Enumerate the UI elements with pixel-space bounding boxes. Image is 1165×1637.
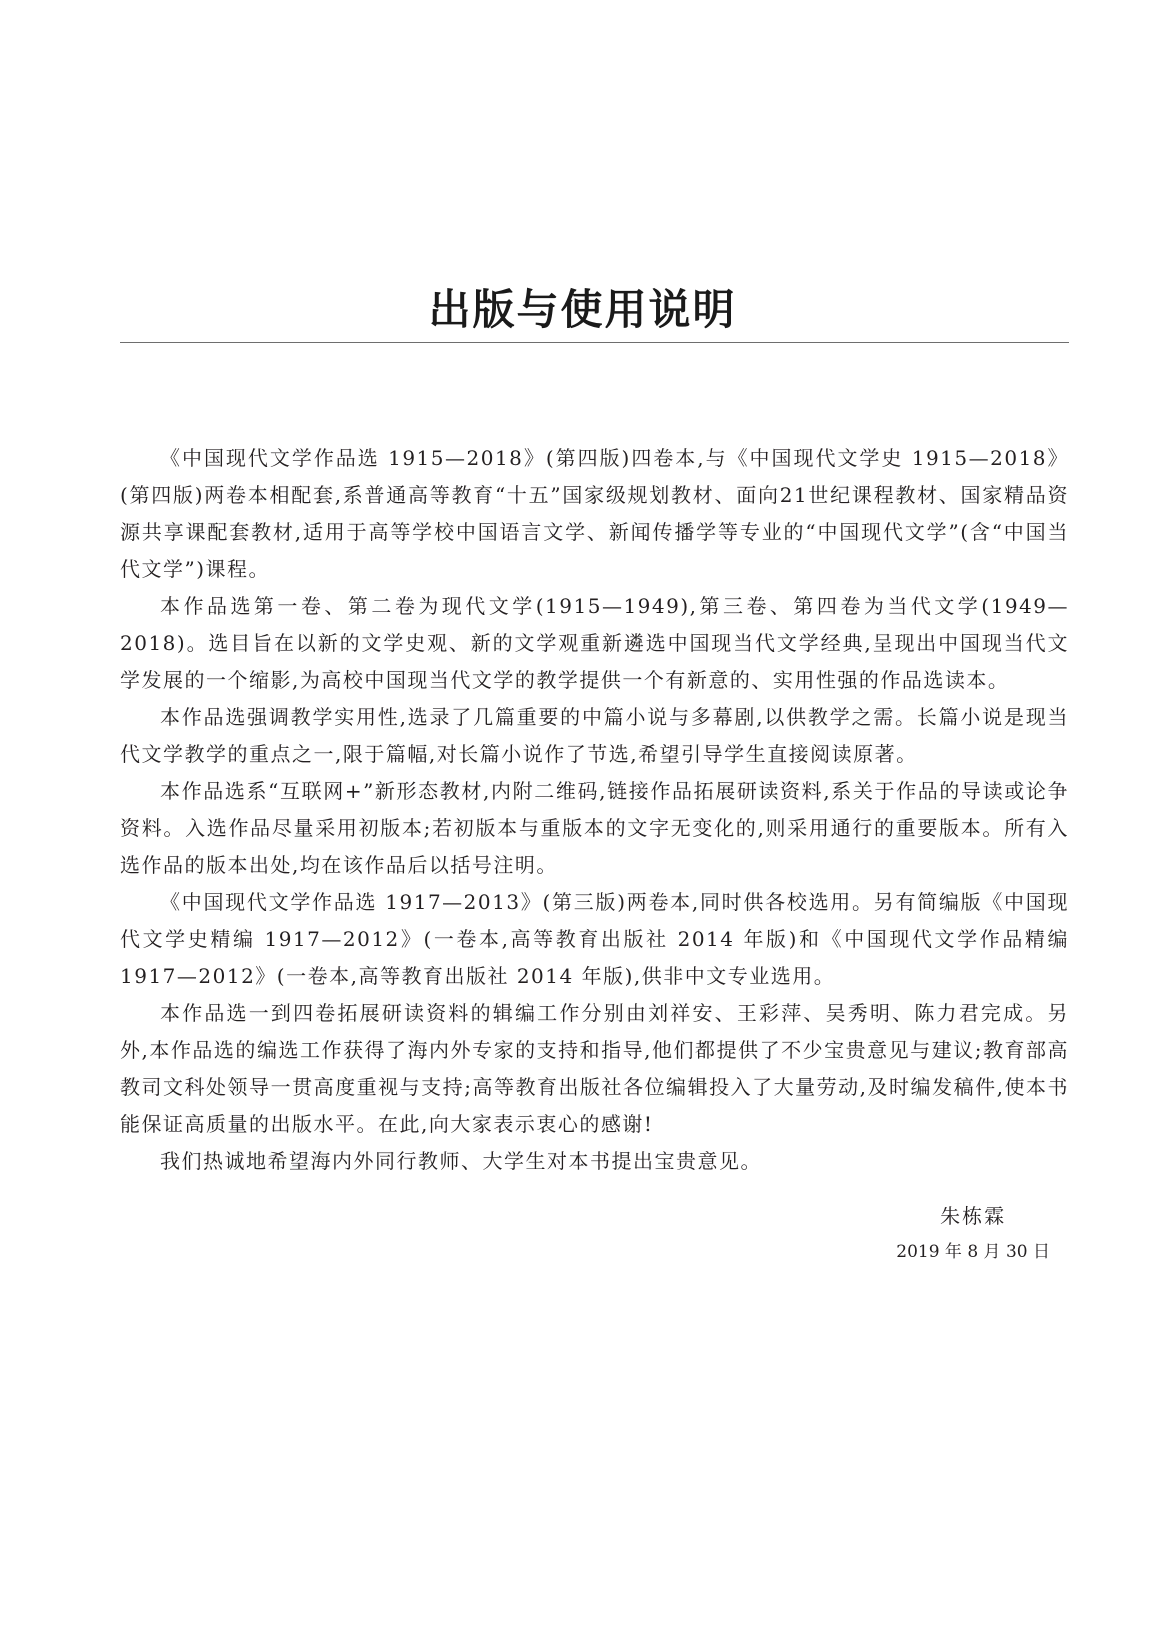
paragraph-6: 本作品选一到四卷拓展研读资料的辑编工作分别由刘祥安、王彩萍、吴秀明、陈力君完成。另外,本作品选的编选工作获得了海内外专家的支持和指导,他们都提供了不少宝贵意见与建议;教育部高教司文科处领导一贯高度重视与支持;高等教育出版社各位编辑投入了大量劳动,及时编发稿件,使本书能保证高质量的出版水平。在此,向大家表示衷心的感谢!: [120, 1001, 1069, 1136]
paragraph-1: 《中国现代文学作品选 1915—2018》(第四版)四卷本,与《中国现代文学史 1915—2018》(第四版)两卷本相配套,系普通高等教育“十五”国家级规划教材、面向21世纪课程教材、国家精品资源共享课配套教材,适用于高等学校中国语言文学、新闻传播学等专业的“中国现代文学”(含“中国当代文学”)课程。: [120, 446, 1069, 581]
paragraph-3: 本作品选强调教学实用性,选录了几篇重要的中篇小说与多幕剧,以供教学之需。长篇小说是现当代文学教学的重点之一,限于篇幅,对长篇小说作了节选,希望引导学生直接阅读原著。: [120, 705, 1069, 766]
page-title: 出版与使用说明: [428, 285, 737, 334]
signature-date: 2019 年 8 月 30 日: [896, 1242, 1050, 1262]
body-text: [120, 440, 1069, 1180]
paragraph-4: 本作品选系“互联网+”新形态教材,内附二维码,链接作品拓展研读资料,系关于作品的导读或论争资料。入选作品尽量采用初版本;若初版本与重版本的文字无变化的,则采用通行的重要版本。所有入选作品的版本出处,均在该作品后以括号注明。: [120, 779, 1069, 877]
title-divider: [120, 342, 1069, 343]
author-name: 朱栋霖: [940, 1204, 1007, 1228]
paragraph-5: 《中国现代文学作品选 1917—2013》(第三版)两卷本,同时供各校选用。另有简编版《中国现代文学史精编 1917—2012》(一卷本,高等教育出版社 2014 年版)和《中国现代文学作品精编 1917—2012》(一卷本,高等教育出版社 2014 年版),供非中文专业选用。: [120, 890, 1069, 988]
paragraph-2: 本作品选第一卷、第二卷为现代文学(1915—1949),第三卷、第四卷为当代文学(1949—2018)。选目旨在以新的文学史观、新的文学观重新遴选中国现当代文学经典,呈现出中国现当代文学发展的一个缩影,为高校中国现当代文学的教学提供一个有新意的、实用性强的作品选读本。: [120, 594, 1069, 692]
signature-block: [896, 1198, 1050, 1270]
paragraph-7: 我们热诚地希望海内外同行教师、大学生对本书提出宝贵意见。: [160, 1149, 762, 1173]
